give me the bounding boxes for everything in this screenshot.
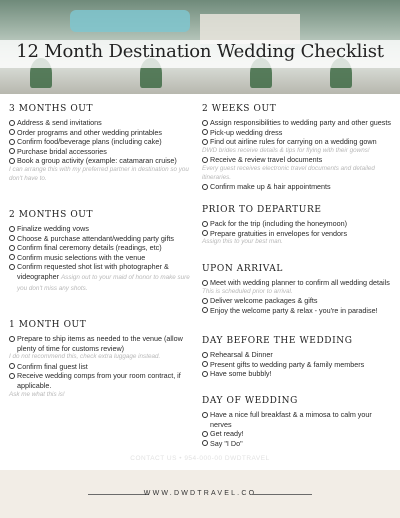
section-day-before-wedding (202, 336, 394, 379)
checklist-item[interactable]: Confirm make up & hair appointments (202, 182, 394, 192)
section-2-weeks-out (202, 104, 394, 192)
checklist-item[interactable]: Rehearsal & Dinner (202, 350, 394, 360)
tip-note: I do not recommend this, check extra luggage instead. (9, 353, 161, 361)
checkbox-icon[interactable] (9, 148, 15, 154)
checkbox-icon[interactable] (9, 158, 15, 164)
checklist-item[interactable]: Purchase bridal accessories (9, 147, 195, 157)
header-photo (0, 0, 400, 94)
checklist-item[interactable]: Receive & review travel documents (202, 155, 394, 165)
checkbox-icon[interactable] (9, 336, 15, 342)
checkbox-icon[interactable] (9, 245, 15, 251)
checkbox-icon[interactable] (202, 120, 208, 126)
checkbox-icon[interactable] (202, 129, 208, 135)
checkbox-icon[interactable] (202, 361, 208, 367)
section-title: UPON ARRIVAL (202, 264, 283, 274)
checkbox-icon[interactable] (9, 129, 15, 135)
tip-note: I can arrange this with my preferred partner in destination so you don't have to. (9, 165, 189, 182)
checkbox-icon[interactable] (202, 440, 208, 446)
website-link[interactable]: WWW.DWDTRAVEL.CO (143, 490, 257, 497)
checkbox-icon[interactable] (9, 120, 15, 126)
checkbox-icon[interactable] (9, 226, 15, 232)
checklist-item[interactable]: Deliver welcome packages & gifts (202, 296, 394, 306)
checklist-item[interactable]: Prepare gratuities in envelopes for vendors (202, 229, 394, 239)
section-1-month-out (9, 320, 195, 399)
section-title: PRIOR TO DEPARTURE (202, 205, 322, 215)
checkbox-icon[interactable] (202, 157, 208, 163)
section-day-of-wedding (202, 396, 394, 448)
checklist-item[interactable]: Receive wedding comps from your room contract, if applicable. (9, 371, 195, 390)
section-title: 3 MONTHS OUT (9, 104, 94, 114)
contact-line: CONTACT US • 954-000-00 DWDTRAVEL (130, 455, 270, 462)
checkbox-icon[interactable] (9, 373, 15, 379)
checkbox-icon[interactable] (202, 352, 208, 358)
checklist-item[interactable]: Enjoy the welcome party & relax - you're in paradise! (202, 306, 394, 316)
checkbox-icon[interactable] (9, 363, 15, 369)
checkbox-icon[interactable] (202, 371, 208, 377)
tip-note: Assign this to your best man. (202, 238, 283, 246)
tip-note: Every guest receives electronic travel documents and detailed itineraries. (202, 164, 375, 181)
checkbox-icon[interactable] (202, 221, 208, 227)
section-upon-arrival (202, 264, 394, 315)
checklist-item[interactable]: Present gifts to wedding party & family members (202, 360, 394, 370)
section-title: DAY OF WEDDING (202, 396, 298, 406)
checklist-item[interactable]: Book a group activity (example: catamaran cruise) (9, 156, 195, 166)
checklist-item[interactable]: Say "I Do" (202, 439, 394, 449)
checklist-item[interactable]: Confirm final ceremony details (readings, etc) (9, 243, 195, 253)
checkbox-icon[interactable] (9, 139, 15, 145)
section-2-months-out (9, 210, 195, 293)
checklist-item[interactable]: Assign responsibilities to wedding party and other guests (202, 118, 394, 128)
page-title: 12 Month Destination Wedding Checklist (16, 41, 384, 62)
checkbox-icon[interactable] (202, 139, 208, 145)
checklist-item[interactable]: Confirm requested shot list with photographer & videographer Assign out to your maid of honor to make sure you don't miss any shots. (9, 262, 195, 293)
checklist-item[interactable]: Order programs and other wedding printables (9, 128, 195, 138)
section-title: 2 WEEKS OUT (202, 104, 277, 114)
checklist-item[interactable]: Get ready! (202, 429, 394, 439)
checklist-item[interactable]: Meet with wedding planner to confirm all wedding details (202, 278, 394, 288)
checklist-item[interactable]: Confirm final guest list (9, 362, 195, 372)
section-title: DAY BEFORE THE WEDDING (202, 336, 353, 346)
checklist-item[interactable]: Pack for the trip (including the honeymoon) (202, 219, 394, 229)
section-title: 2 MONTHS OUT (9, 210, 94, 220)
tip-note: DWD brides receive details & tips for flying with their gowns! (202, 146, 370, 154)
tip-note: Ask me what this is! (9, 390, 65, 398)
tip-note: This is scheduled prior to arrival. (202, 287, 293, 295)
checklist-item[interactable]: Confirm food/beverage plans (including cake) (9, 137, 195, 147)
checklist-item[interactable]: Choose & purchase attendant/wedding party gifts (9, 234, 195, 244)
checkbox-icon[interactable] (9, 254, 15, 260)
checklist-item[interactable]: Pick-up wedding dress (202, 128, 394, 138)
pool-shape (70, 10, 190, 32)
checklist-item[interactable]: Have a nice full breakfast & a mimosa to calm your nerves (202, 410, 394, 429)
checkbox-icon[interactable] (202, 431, 208, 437)
checklist-item[interactable]: Confirm music selections with the venue (9, 253, 195, 263)
checklist-item[interactable]: Find out airline rules for carrying on a wedding gown (202, 137, 394, 147)
section-title: 1 MONTH OUT (9, 320, 87, 330)
checkbox-icon[interactable] (9, 235, 15, 241)
checkbox-icon[interactable] (9, 264, 15, 270)
checklist-item[interactable]: Have some bubbly! (202, 369, 394, 379)
checklist-item[interactable]: Prepare to ship items as needed to the venue (allow plenty of time for customs review) (9, 334, 195, 353)
divider (252, 494, 312, 495)
checkbox-icon[interactable] (202, 298, 208, 304)
checkbox-icon[interactable] (202, 307, 208, 313)
section-prior-to-departure (202, 205, 394, 247)
footer-band (0, 470, 400, 518)
checklist-item[interactable]: Finalize wedding vows (9, 224, 195, 234)
checklist-item[interactable]: Address & send invitations (9, 118, 195, 128)
checkbox-icon[interactable] (202, 412, 208, 418)
tip-note: Assign out to your maid of honor to make sure you don't miss any shots. (17, 273, 190, 292)
section-3-months-out (9, 104, 195, 183)
checkbox-icon[interactable] (202, 230, 208, 236)
checkbox-icon[interactable] (202, 184, 208, 190)
checkbox-icon[interactable] (202, 280, 208, 286)
